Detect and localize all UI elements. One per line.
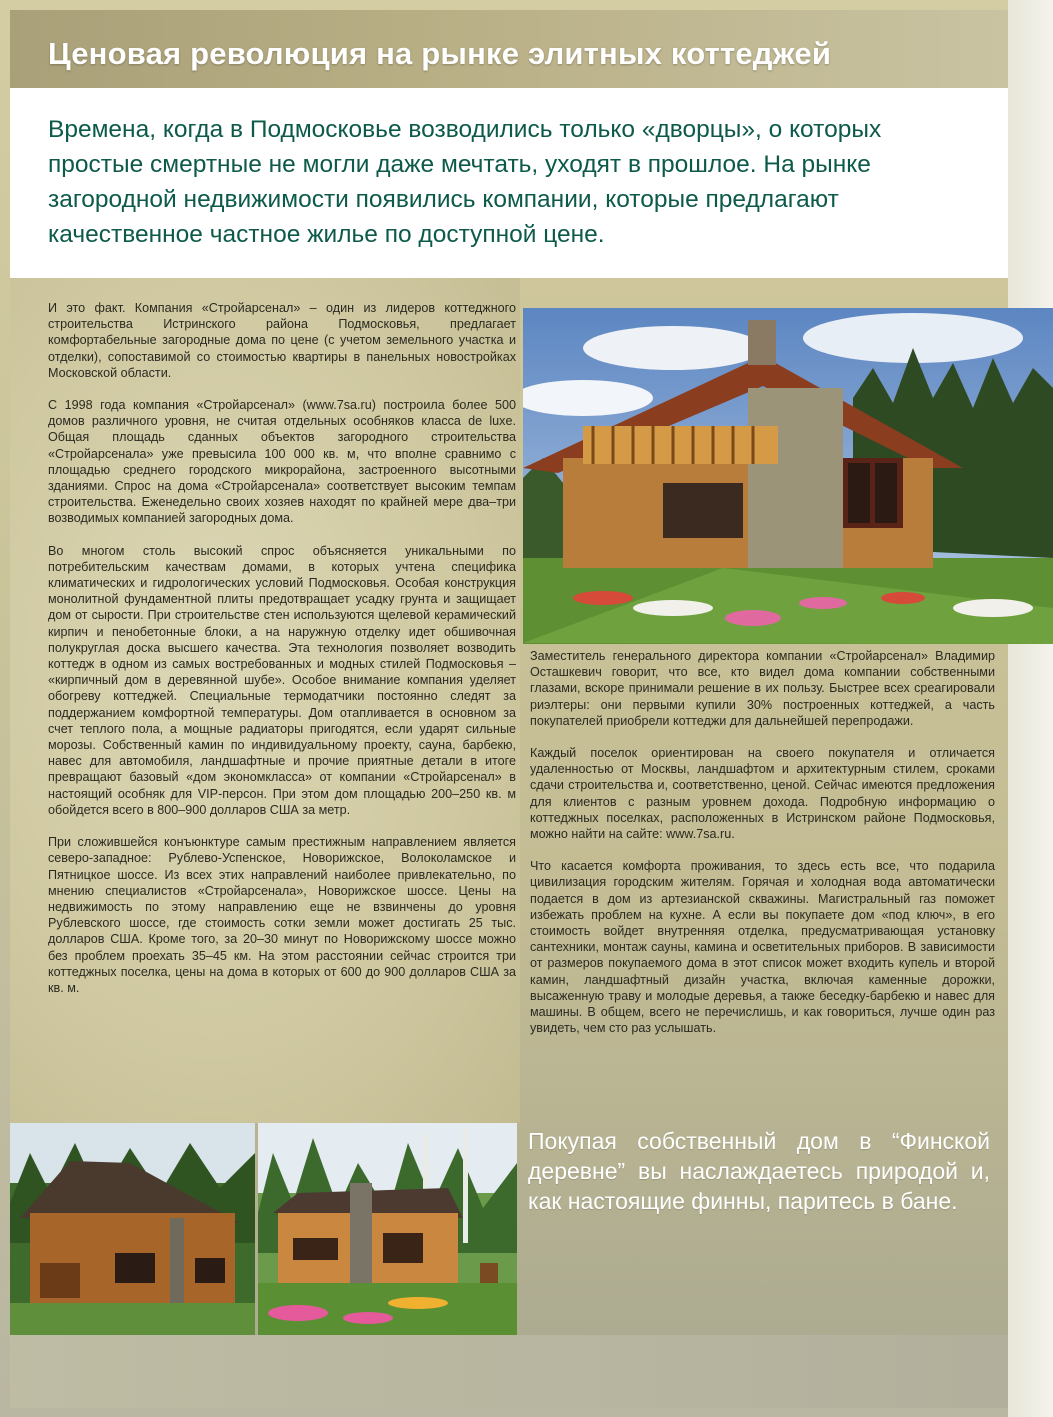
cottage-photo-left — [10, 1123, 255, 1335]
left-paragraph-2: С 1998 года компания «Стройарсенал» (www.7sa.ru) построила более 500 домов различного уровня, не считая отдельных особняков класса de luxe. Общая площадь сданных объектов загородного строительства «Стройарсенала» уже превысила 100 000 кв. м, что вполне сравнимо с площадью среднего городского микрорайона, застроенного высотными зданиями. Спрос на дома «Стройарсенала» соответствует высоким темпам строительства. Еженедельно своих хозяев находят по крайней мере два–три возводимых компанией загородных дома. — [48, 398, 516, 526]
article-headline: Ценовая революция на рынке элитных коттеджей — [48, 36, 832, 71]
left-paragraph-4: При сложившейся конъюнктуре самым престижным направлением является северо-западное: Рублево-Успенское, Новорижское, Волоколамское и Пятницкое шоссе. Из всех этих направлений наиболее привлекательно, по мнению специалистов «Стройарсенала», Новорижское шоссе. Цены на недвижимость по этому направлению еще не взвинчены до уровня Рублевского шоссе, где стоимость сотки земли может достигать 25 тыс. долларов США. Кроме того, за 20–30 минут по Новорижскому шоссе можно без проблем проехать 35–45 км. На этом расстоянии сейчас строится три коттеджных поселка, цены на дома в которых от 600 до 900 долларов США за кв. м. — [48, 835, 516, 995]
left-paragraph-3: Во многом столь высокий спрос объясняется уникальными по потребительским качествам домами, в которых учтена специфика климатических и гидрологических условий Подмосковья. Особая конструкция монолитной фундаментной плиты предотвращает усадку грунта и защищает дом от сырости. При строительстве стен используются щелевой керамический кирпич и пенобетонные блоки, а на наружную отделку идет обшивочная полукруглая доска высшего качества. Эта технология позволяет возводить коттедж в одном из самых востребованных и модных стилей Подмосковья – «кирпичный дом в деревянной шубе». Особое внимание компания уделяет обогреву коттеджей. Специальные термодатчики постоянно следят за поддержанием комфортной температуры. Дом отапливается в основном за счет теплого пола, а мощные радиаторы пригодятся, если ударят сильные морозы. Собственный камин по индивидуальному проекту, сауна, барбекю, навес для автомобиля, ландшафтные и прочие приятные детали в итоге превращают базовый «дом экономкласса» от компании «Стройарсенал» в настоящий особняк для VIP-персон. При этом дом площадью 200–250 кв. м обойдется всего в 800–900 долларов США за метр. — [48, 543, 516, 817]
bottom-strip — [10, 1335, 1008, 1408]
article-lead: Времена, когда в Подмосковье возводились только «дворцы», о которых простые смертные не могли даже мечтать, уходят в прошлое. На рынке загородной недвижимости появились компании, которые предлагают качественное частное жилье по доступной цене. — [48, 116, 882, 248]
right-paragraph-1: Заместитель генерального директора компании «Стройарсенал» Владимир Осташкевич говорит, что все, кто видел дома компании собственными глазами, вскоре принимали решение в их пользу. Быстрее всех среагировали риэлтеры: они первыми купили 30% построенных коттеджей, а часть покупателей приобрели коттеджи для дальнейшей перепродажи. — [530, 649, 995, 728]
page-edge — [1008, 0, 1053, 1417]
right-paragraph-3: Что касается комфорта проживания, то здесь есть все, что подарила цивилизация городским жителям. Горячая и холодная вода автоматически подается в дом из артезианской скважины. Магистральный газ поможет избежать проблем на кухне. А если вы покупаете дом «под ключ», в его стоимость войдет внутренняя отделка, предусматривающая установку сантехники, монтаж сауны, камина и осветительных приборов. В зависимости от размеров покупаемого дома в этот список может входить купель и второй камин, ландшафтный дизайн участка, включая каменные дорожки, высаженную траву и молодые деревья, а также беседку-барбекю и навес для машины. В общем, всего не перечислишь, и как говориться, лучше один раз увидеть, чем сто раз услышать. — [530, 859, 995, 1036]
cottage-photo-right — [258, 1123, 517, 1335]
right-column — [530, 648, 995, 1052]
cottage-main-photo — [523, 308, 1053, 644]
right-paragraph-2: Каждый поселок ориентирован на своего покупателя и отличается удаленностью от Москвы, ландшафтом и архитектурным стилем, сроками сдачи строительства и, соответственно, ценой. Сейчас имеются предложения для клиентов с разным уровнем дохода. Подробную информацию о коттеджных поселках, расположенных в Истринском районе Подмосковья, можно найти на сайте: www.7sa.ru. — [530, 746, 995, 842]
left-paragraph-1: И это факт. Компания «Стройарсенал» – один из лидеров коттеджного строительства Истринского района Подмосковья, предлагает комфортабельные загородные дома по цене (с учетом земельного участка и отделки), сопоставимой со стоимостью квартиры в панельных новостройках Московской области. — [48, 301, 516, 380]
left-column — [48, 300, 516, 1012]
pull-quote: Покупая собственный дом в “Финской деревне” вы наслаждаетесь природой и, как настоящие финны, паритесь в бане. — [528, 1128, 990, 1214]
